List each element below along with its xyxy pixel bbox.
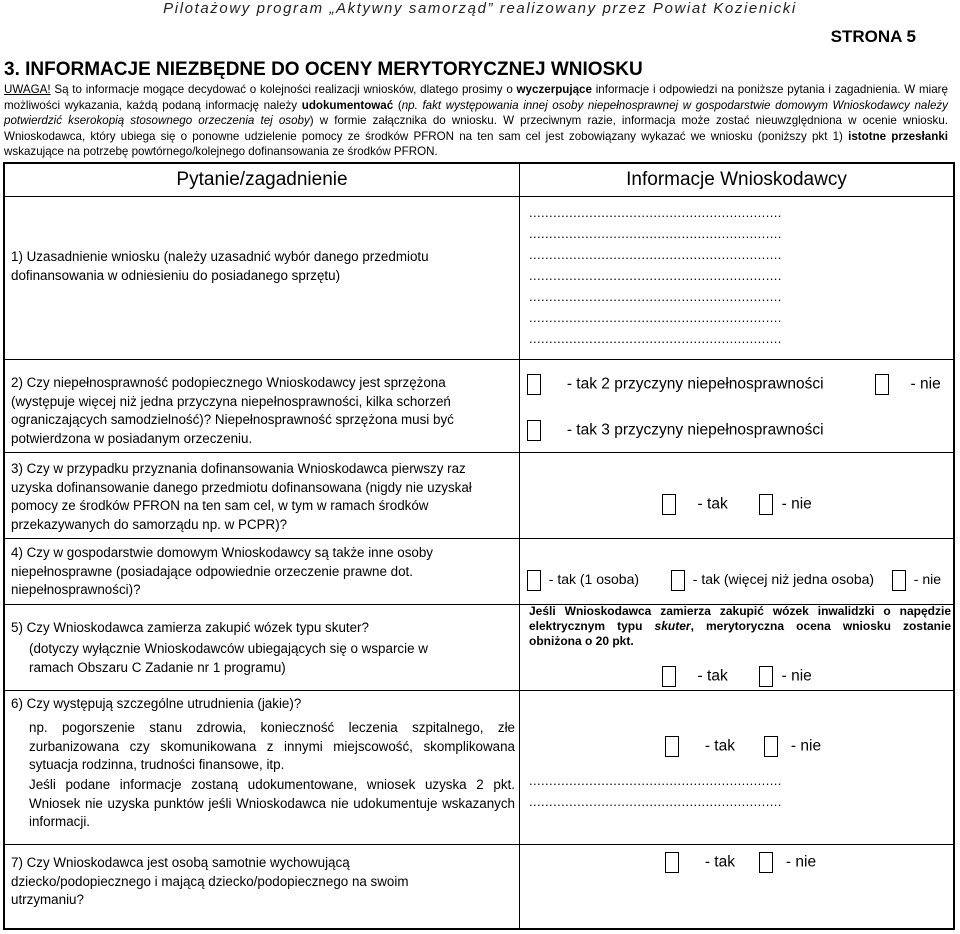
column-divider [519, 164, 520, 928]
q7-option-yes[interactable] [665, 852, 735, 873]
notice-text: ) w formie załącznika do wniosku. W przeciwnym razie, informacja może zostać nieuwzględniona w ocenie wniosku. Wnioskodawca, który ubiega się o ponowne udzielenie pomocy ze środków PFRON na ten sam cel jest zobowiązany wykazać we wniosku (poniższy pkt 1) [4, 114, 948, 143]
question-6-scoring: Jeśli podane informacje zostaną udokumentowane, wniosek uzyska 2 pkt. Wniosek nie uzyska punktów jeśli Wnioskodawca nie udokumentuje wskazanych informacji. [29, 777, 515, 829]
question-3: 3) Czy w przypadku przyznania dofinansowania Wnioskodawca pierwszy raz uzyska dofinansowanie danego przedmiotu dofinansowana (nigdy nie uzyskał pomocy ze środków PFRON na ten sam cel, w tym w ramach środków przekazywanych do samorządu np. w PCPR)? [11, 461, 472, 532]
question-4: 4) Czy w gospodarstwie domowym Wnioskodawcy są także inne osoby niepełnosprawne (posiadające odpowiednie orzeczenie prawne dot. niepełnosprawności)? [11, 545, 433, 597]
notice-bold: wyczerpujące [516, 83, 592, 96]
q4-option-no[interactable] [892, 570, 941, 591]
notice-text: wskazujące na potrzebę powtórnego/kolejnego dofinansowania ze środków PFRON. [4, 145, 438, 158]
q3-option-no[interactable] [759, 494, 812, 515]
answer-1-lines[interactable]: ............................................................... ............................................................... ............................................................... ............................................................... ............................................................... ............................................................... ............................................................... [529, 205, 782, 346]
q5-info-text: Jeśli Wnioskodawca zamierza zakupić wózek inwalidzki o napędzie elektrycznym typu [529, 604, 951, 633]
q5-scoring-info [529, 604, 951, 649]
q7-option-no-label: - nie [785, 853, 817, 871]
program-header: Pilotażowy program „Aktywny samorząd” realizowany przez Powiat Kozienicki [163, 0, 797, 17]
q5-option-no[interactable] [759, 666, 812, 687]
checkbox-icon[interactable] [662, 494, 676, 515]
q5-option-no-label: - nie [781, 667, 812, 685]
q4-option-1-label: - tak (1 osoba) [548, 571, 640, 588]
q7-option-yes-label: - tak [704, 853, 735, 871]
checkbox-icon[interactable] [527, 420, 541, 441]
row-divider [5, 538, 953, 539]
notice-bold: udokumentować [301, 98, 394, 112]
row-divider [5, 452, 953, 453]
q4-option-no-label: - nie [913, 571, 942, 588]
checkbox-icon[interactable] [665, 852, 679, 873]
section-title: 3. INFORMACJE NIEZBĘDNE DO OCENY MERYTORYCZNEJ WNIOSKU [4, 59, 643, 80]
question-1: 1) Uzasadnienie wniosku (należy uzasadnić wybór danego przedmiotu dofinansowania w odniesieniu do posiadanego sprzętu) [11, 249, 429, 283]
notice-italic: np. fakt występowania innej osoby niepełnosprawnej w gospodarstwie domowym Wnioskodawcy należy potwierdzić kserokopią stosownego orzeczenia tej osoby [4, 98, 948, 127]
checkbox-icon[interactable] [527, 374, 541, 395]
checkbox-icon[interactable] [764, 736, 778, 757]
q4-option-2-label: - tak (więcej niż jedna osoba) [692, 571, 875, 588]
checkbox-icon[interactable] [665, 736, 679, 757]
question-2: 2) Czy niepełnosprawność podopiecznego Wnioskodawcy jest sprzężona (występuje więcej niż jedna przyczyna niepełnosprawności, kilka schorzeń ograniczających samodzielność)? Niepełnosprawność sprzężona musi być potwierdzona w posiadanym orzeczeniu. [11, 375, 454, 446]
notice-text: informacje i odpowiedzi na poniższe pytania i zagadnienia. W miarę możliwości wykazania, każdą podaną informację należy [4, 83, 948, 112]
column-header-answer: Informacje Wnioskodawcy [626, 169, 847, 190]
row-divider [5, 196, 953, 197]
warning-word: UWAGA! [4, 83, 51, 96]
row-divider [5, 844, 953, 845]
q2-option-no[interactable] [875, 374, 941, 395]
q6-option-no-label: - nie [790, 737, 822, 755]
q3-option-no-label: - nie [781, 495, 812, 513]
q5-info-italic: skuter [654, 619, 691, 633]
column-header-question: Pytanie/zagadnienie [176, 169, 348, 190]
q3-option-yes[interactable] [662, 494, 728, 515]
page-number: STRONA 5 [830, 27, 916, 46]
q2-option-no-label: - nie [910, 375, 941, 393]
q2-option-1[interactable] [527, 374, 824, 395]
question-5-note: (dotyczy wyłącznie Wnioskodawców ubiegających się o wsparcie w ramach Obszaru C Zadanie nr 1 programu) [29, 641, 428, 675]
q5-info-text: , merytoryczna ocena wniosku zostanie obniżona o 20 pkt. [529, 619, 951, 648]
q5-option-yes[interactable] [662, 666, 728, 687]
q4-option-2[interactable] [671, 570, 874, 591]
notice-text: Są to informacje mogące decydować o kolejności realizacji wniosków, dlatego prosimy o [50, 83, 517, 96]
q6-option-yes-label: - tak [704, 737, 735, 755]
q6-option-no[interactable] [764, 736, 821, 757]
checkbox-icon[interactable] [662, 666, 676, 687]
question-6: 6) Czy występują szczególne utrudnienia (jakie)? [11, 696, 302, 711]
notice-bold: istotne przesłanki [848, 129, 948, 143]
q2-option-1-label: - tak 2 przyczyny niepełnosprawności [566, 375, 824, 393]
row-divider [5, 690, 953, 691]
q4-option-1[interactable] [527, 570, 639, 591]
q2-option-2[interactable] [527, 420, 824, 441]
question-7: 7) Czy Wnioskodawca jest osobą samotnie wychowującą dziecko/podopiecznego i mającą dziecko/podopiecznego na swoim utrzymaniu? [11, 855, 409, 907]
q2-option-2-label: - tak 3 przyczyny niepełnosprawności [566, 421, 824, 439]
question-5: 5) Czy Wnioskodawca zamierza zakupić wózek typu skuter? [11, 620, 369, 635]
checkbox-icon[interactable] [759, 666, 773, 687]
notice-text: ( [393, 98, 402, 112]
q3-option-yes-label: - tak [697, 495, 728, 513]
checkbox-icon[interactable] [759, 494, 773, 515]
answer-6-lines[interactable]: ............................................................... ............................................................... [529, 773, 782, 809]
question-6-examples: np. pogorszenie stanu zdrowia, konieczność leczenia szpitalnego, złe zurbanizowana czy skomunikowana z innymi miejscowość, skomplikowana sytuacja rodzinna, trudności finansowe, itp. [29, 720, 515, 772]
checkbox-icon[interactable] [759, 852, 773, 873]
notice-paragraph [4, 82, 948, 160]
checkbox-icon[interactable] [671, 570, 685, 591]
q6-option-yes[interactable] [665, 736, 735, 757]
q5-option-yes-label: - tak [697, 667, 728, 685]
checkbox-icon[interactable] [875, 374, 889, 395]
checkbox-icon[interactable] [527, 570, 541, 591]
checkbox-icon[interactable] [892, 570, 906, 591]
row-divider [5, 359, 953, 360]
assessment-table [3, 162, 955, 930]
q7-option-no[interactable] [759, 852, 816, 873]
